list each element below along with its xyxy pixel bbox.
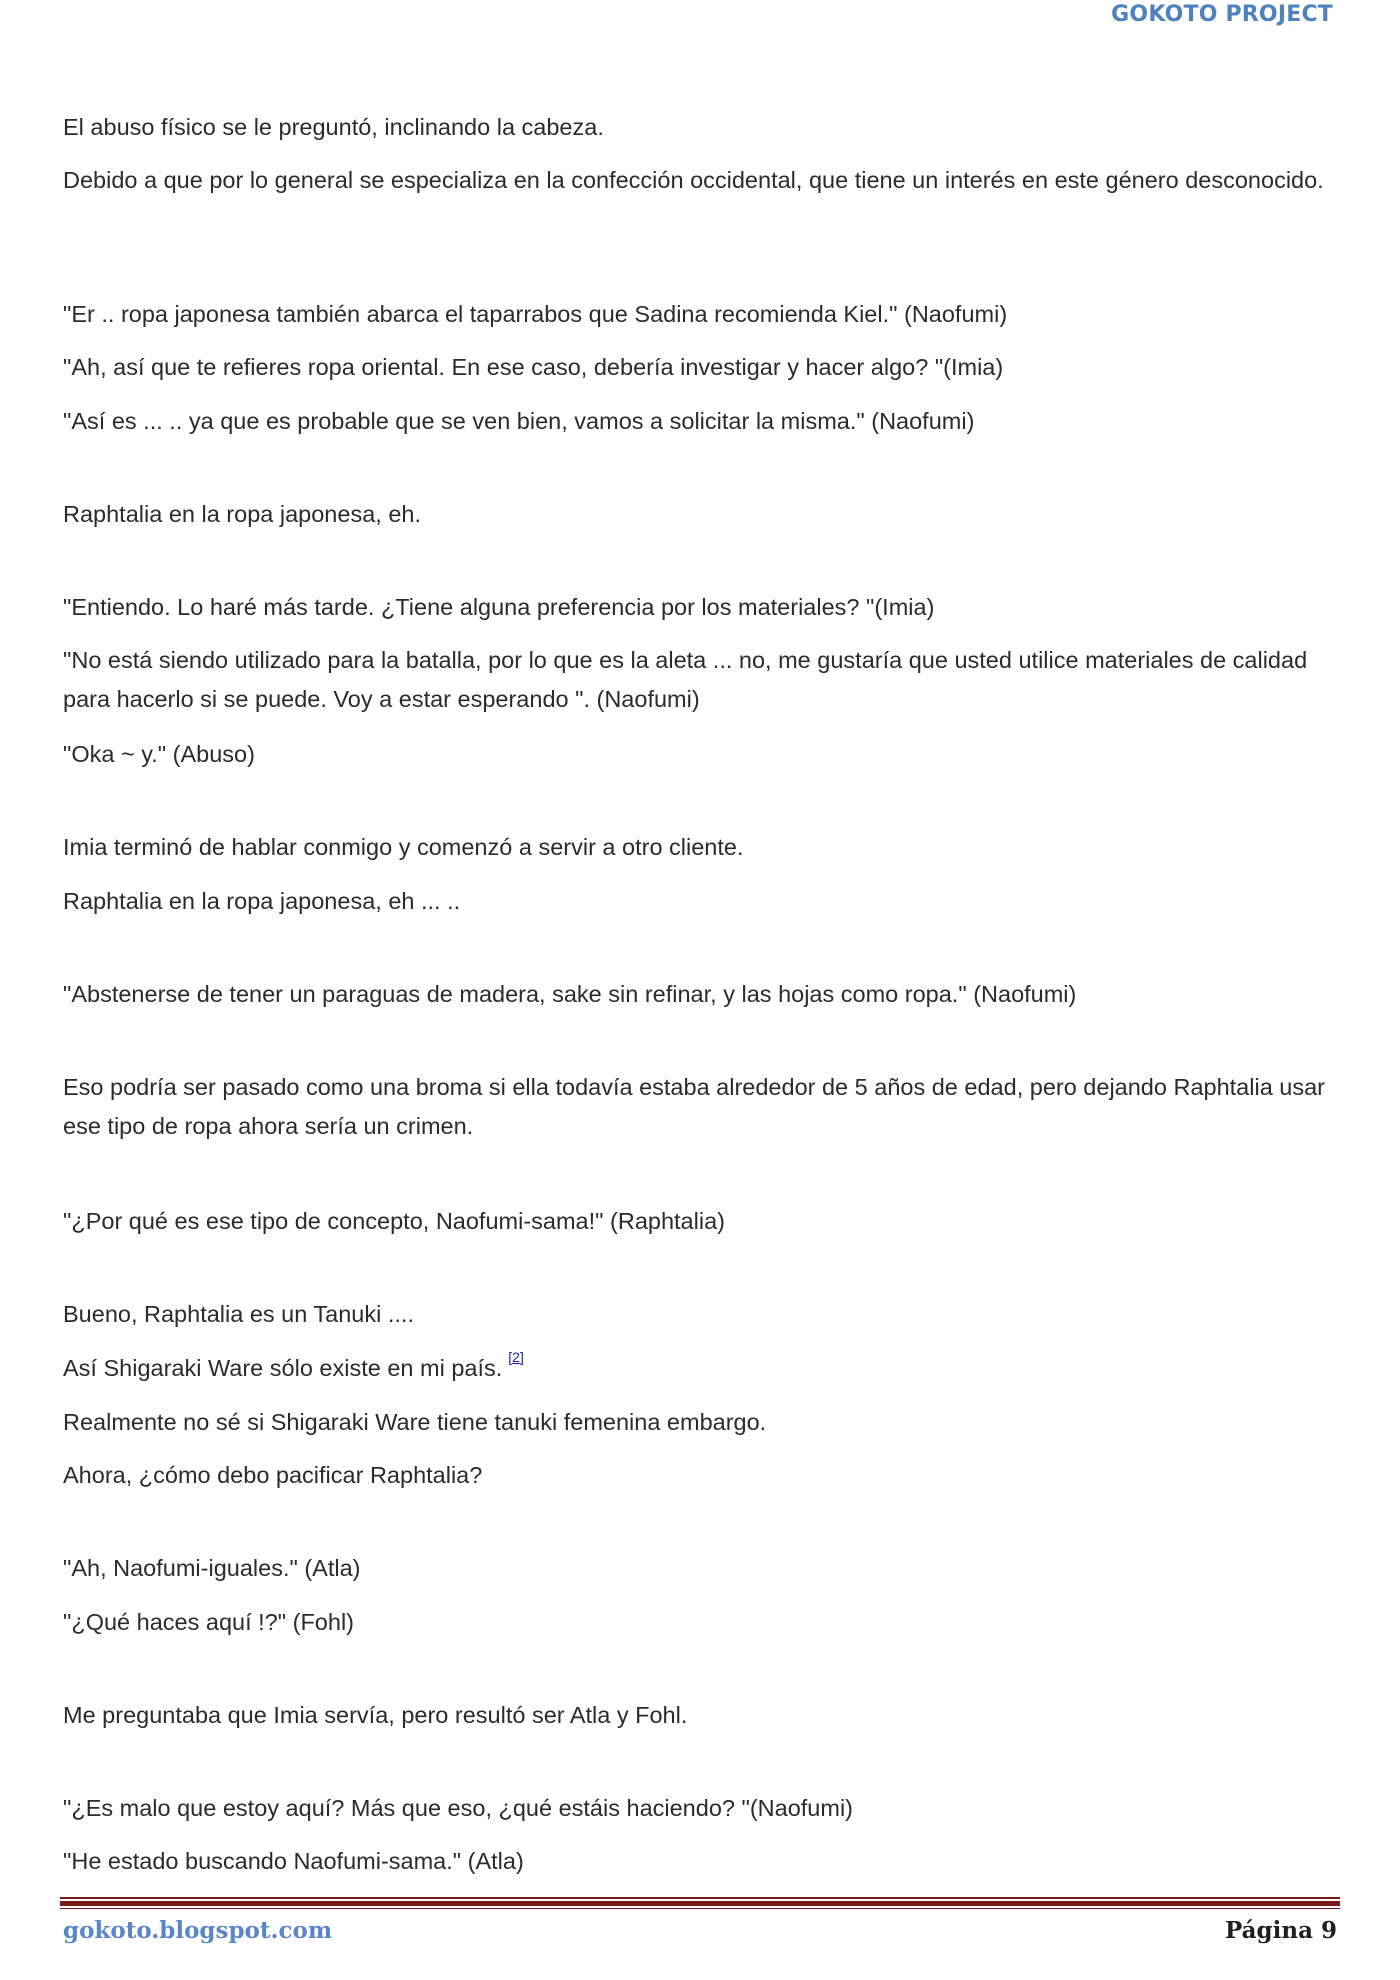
paragraph: Realmente no sé si Shigaraki Ware tiene tanuki femenina embargo. <box>63 1409 767 1435</box>
footer-divider <box>60 1901 1340 1906</box>
footnote-link[interactable]: [2] <box>508 1349 524 1365</box>
paragraph: Raphtalia en la ropa japonesa, eh ... .. <box>63 888 461 914</box>
paragraph: "Abstenerse de tener un paraguas de madera, sake sin refinar, y las hojas como ropa." (Naofumi) <box>63 981 1077 1007</box>
page-number: Página 9 <box>1224 1917 1337 1944</box>
paragraph: Me preguntaba que Imia servía, pero resultó ser Atla y Fohl. <box>63 1702 688 1728</box>
paragraph: "No está siendo utilizado para la batalla, por lo que es la aleta ... no, me gustaría que usted utilice materiales de calidad para hacerlo si se puede. Voy a estar esperando ". (Naofumi) <box>63 647 1308 712</box>
paragraph: Debido a que por lo general se especializa en la confección occidental, que tiene un interés en este género desconocido. <box>63 167 1324 193</box>
footer-divider <box>60 1897 1340 1899</box>
paragraph: Así Shigaraki Ware sólo existe en mi país. <box>63 1355 503 1381</box>
paragraph: "¿Qué haces aquí !?" (Fohl) <box>63 1609 354 1635</box>
paragraph: "¿Es malo que estoy aquí? Más que eso, ¿qué estáis haciendo? "(Naofumi) <box>63 1795 853 1821</box>
paragraph: "Er .. ropa japonesa también abarca el taparrabos que Sadina recomienda Kiel." (Naofumi) <box>63 301 1008 327</box>
paragraph: Imia terminó de hablar conmigo y comenzó a servir a otro cliente. <box>63 834 744 860</box>
paragraph: "Oka ~ y." (Abuso) <box>63 741 255 767</box>
header-title: GOKOTO PROJECT <box>1111 2 1333 27</box>
paragraph: Ahora, ¿cómo debo pacificar Raphtalia? <box>63 1462 483 1488</box>
paragraph-with-footnote <box>63 1349 1353 1388</box>
footer-site-link[interactable]: gokoto.blogspot.com <box>63 1917 333 1944</box>
paragraph: "Ah, Naofumi-iguales." (Atla) <box>63 1555 361 1581</box>
paragraph: "¿Por qué es ese tipo de concepto, Naofumi-sama!" (Raphtalia) <box>63 1208 725 1234</box>
paragraph: "Ah, así que te refieres ropa oriental. En ese caso, debería investigar y hacer algo? "(Imia) <box>63 354 1004 380</box>
paragraph: "Entiendo. Lo haré más tarde. ¿Tiene alguna preferencia por los materiales? "(Imia) <box>63 594 935 620</box>
paragraph: "Así es ... .. ya que es probable que se ven bien, vamos a solicitar la misma." (Naofumi) <box>63 408 975 434</box>
paragraph: Bueno, Raphtalia es un Tanuki .... <box>63 1301 414 1327</box>
paragraph: Eso podría ser pasado como una broma si ella todavía estaba alrededor de 5 años de edad, pero dejando Raphtalia usar ese tipo de ropa ahora sería un crimen. <box>63 1074 1326 1139</box>
paragraph: Raphtalia en la ropa japonesa, eh. <box>63 501 421 527</box>
paragraph: "He estado buscando Naofumi-sama." (Atla) <box>63 1848 524 1874</box>
paragraph: El abuso físico se le preguntó, inclinando la cabeza. <box>63 114 604 140</box>
footer-divider <box>60 1908 1340 1909</box>
